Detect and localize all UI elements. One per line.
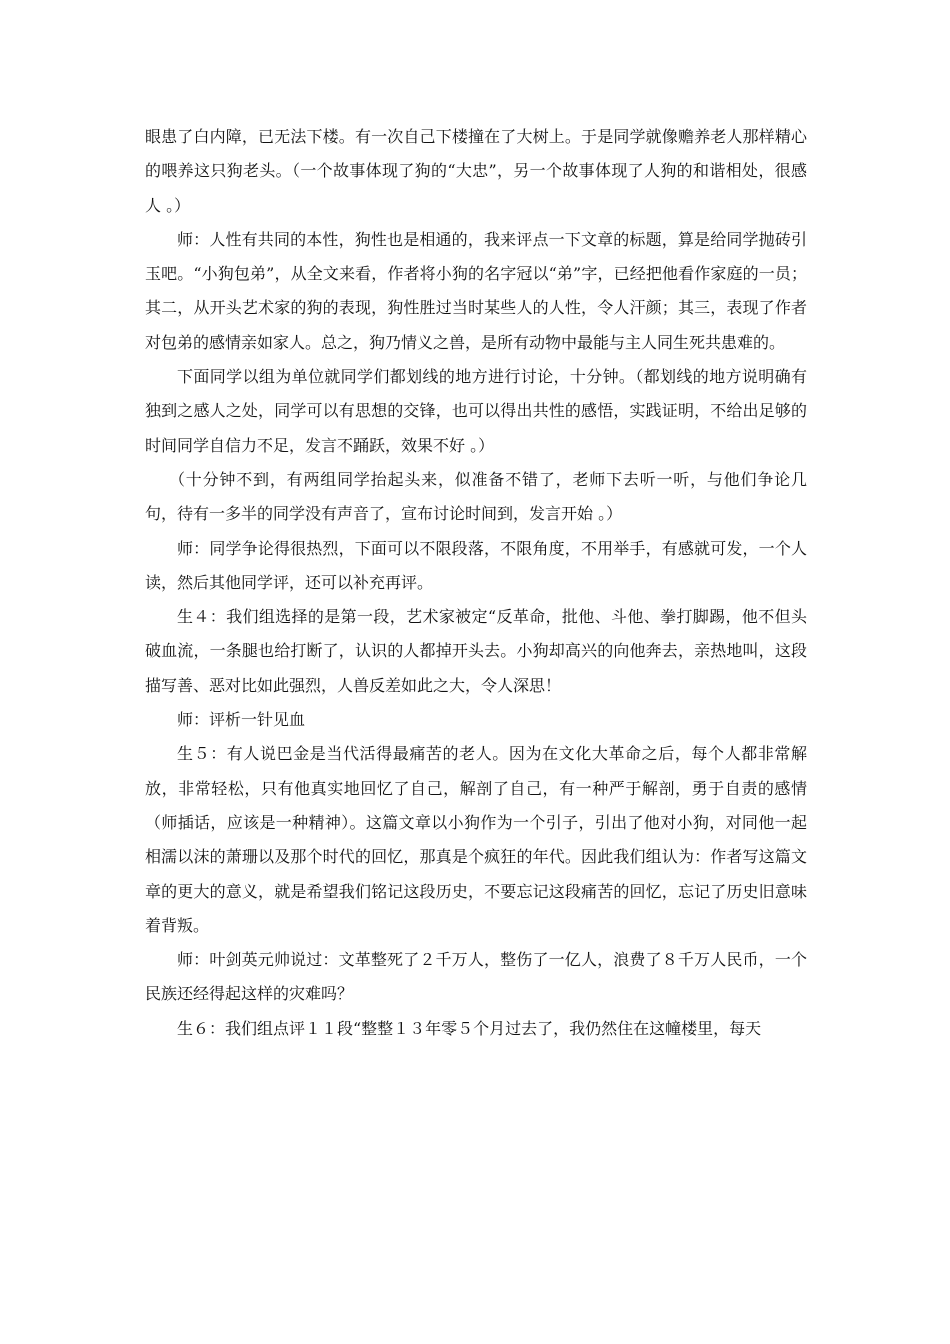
paragraph-teacher-instructions: 师：同学争论得很热烈，下面可以不限段落，不限角度，不用举手，有感就可发，一个人读，然后其他同学评，还可以补充再评。	[145, 538, 807, 592]
paragraph-continuation: 眼患了白内障，已无法下楼。有一次自己下楼撞在了大树上。于是同学就像赡养老人那样精心的喂养这只狗老头。（一个故事体现了狗的“大忠”，另一个故事体现了人狗的和谐相处，很感人 。）	[145, 127, 807, 215]
paragraph-student-6: 生６：我们组点评１１段“整整１３年零５个月过去了，我仍然住在这幢楼里，每天	[177, 1018, 762, 1038]
document-body	[145, 120, 807, 1046]
paragraph-discussion-note: （十分钟不到，有两组同学抬起头来，似准备不错了，老师下去听一听，与他们争论几句，待有一多半的同学没有声音了，宣布讨论时间到，发言开始 。）	[145, 469, 807, 524]
paragraph-student-5: 生５：有人说巴金是当代活得最痛苦的老人。因为在文化大革命之后，每个人都非常解放，非常轻松，只有他真实地回忆了自己，解剖了自己，有一种严于解剖，勇于自责的感情（师插话，应该是一种精神）。这篇文章以小狗作为一个引子，引出了他对小狗，对同他一起相濡以沫的萧珊以及那个时代的回忆，那真是个疯狂的年代。因此我们组认为：作者写这篇文章的更大的意义，就是希望我们铭记这段历史，不要忘记这段痛苦的回忆，忘记了历史旧意味着背叛。	[145, 744, 807, 935]
paragraph-teacher-title-comment: 师：人性有共同的本性，狗性也是相通的，我来评点一下文章的标题，算是给同学抛砖引玉吧。“小狗包弟”，从全文来看，作者将小狗的名字冠以“弟”字，已经把他看作家庭的一员；其二，从开头艺术家的狗的表现，狗性胜过当时某些人的人性，令人汗颜；其三，表现了作者对包弟的感情亲如家人。总之，狗乃情义之兽，是所有动物中最能与主人同生死共患难的。	[145, 229, 807, 352]
paragraph-teacher-remark: 师：评析一针见血	[177, 710, 306, 730]
paragraph-student-4: 生４：我们组选择的是第一段，艺术家被定“反革命，批他、斗他、拳打脚踢，他不但头破血流，一条腿也给打断了，认识的人都掉开头去。小狗却高兴的向他奔去，亲热地叫，这段描写善、恶对比如此强烈，人兽反差如此之大，令人深思！	[145, 607, 807, 695]
paragraph-teacher-quote: 师：叶剑英元帅说过：文革整死了２千万人，整伤了一亿人，浪费了８千万人民币，一个民族还经得起这样的灾难吗？	[145, 950, 807, 1004]
paragraph-group-discussion: 下面同学以组为单位就同学们都划线的地方进行讨论，十分钟。（都划线的地方说明确有独到之感人之处，同学可以有思想的交锋，也可以得出共性的感悟，实践证明，不给出足够的时间同学自信力不足，发言不踊跃，效果不好 。）	[145, 367, 807, 455]
